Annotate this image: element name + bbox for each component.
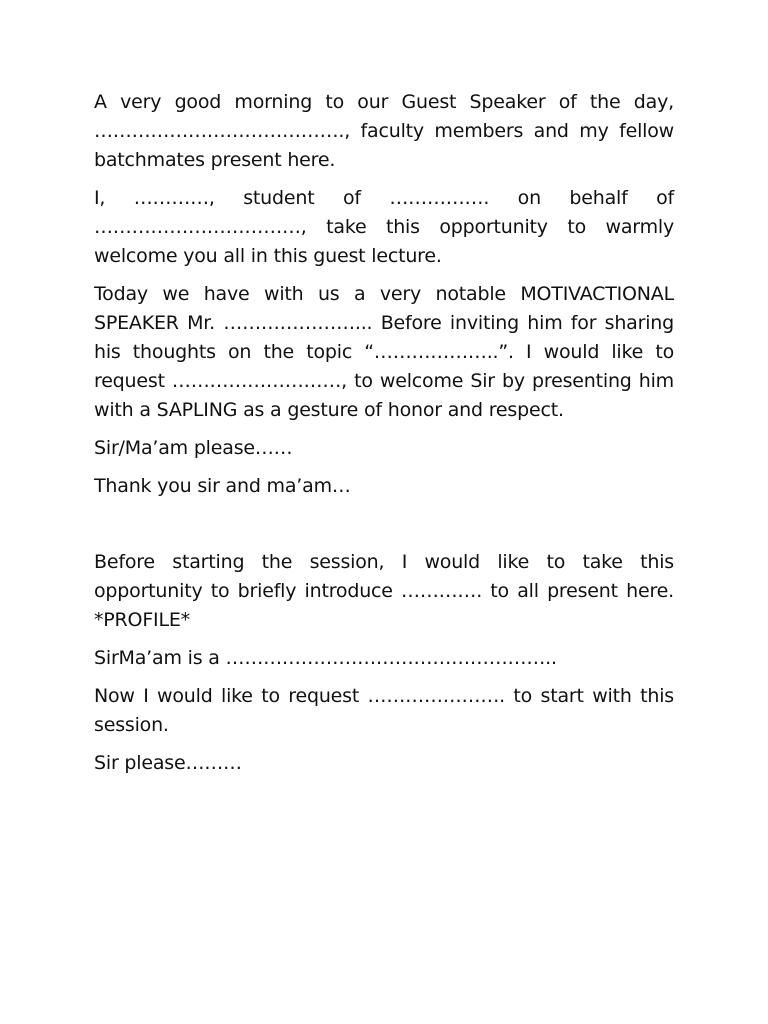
request-line: Sir/Ma’am please…… xyxy=(94,437,293,459)
closing-line: Sir please……… xyxy=(94,752,242,774)
section-spacer xyxy=(94,510,674,548)
thanks-line: Thank you sir and ma’am… xyxy=(94,475,351,497)
speaker-intro-paragraph: Today we have with us a very notable MOTIVACTIONAL SPEAKER Mr. …………………... Before inviting him for sharing his thoughts on the topic “………………..”. I would like to request ………………………, to welcome Sir by presenting him with a SAPLING as a gesture of honor and respect. xyxy=(94,283,674,421)
start-session-paragraph: Now I would like to request …………………. to start with this session. xyxy=(94,685,674,736)
greeting-paragraph: A very good morning to our Guest Speaker of the day, …………………………………., faculty members and my fellow batchmates present here. xyxy=(94,91,674,171)
document-body xyxy=(94,88,674,787)
profile-line: SirMa’am is a …………………………………………….. xyxy=(94,647,557,669)
session-intro-paragraph: Before starting the session, I would like to take this opportunity to briefly introduce …………. to all present here. *PROFILE* xyxy=(94,551,674,631)
welcome-paragraph: I, …………, student of ……………. on behalf of ……………………………, take this opportunity to warmly welcome you all in this guest lecture. xyxy=(94,187,674,267)
